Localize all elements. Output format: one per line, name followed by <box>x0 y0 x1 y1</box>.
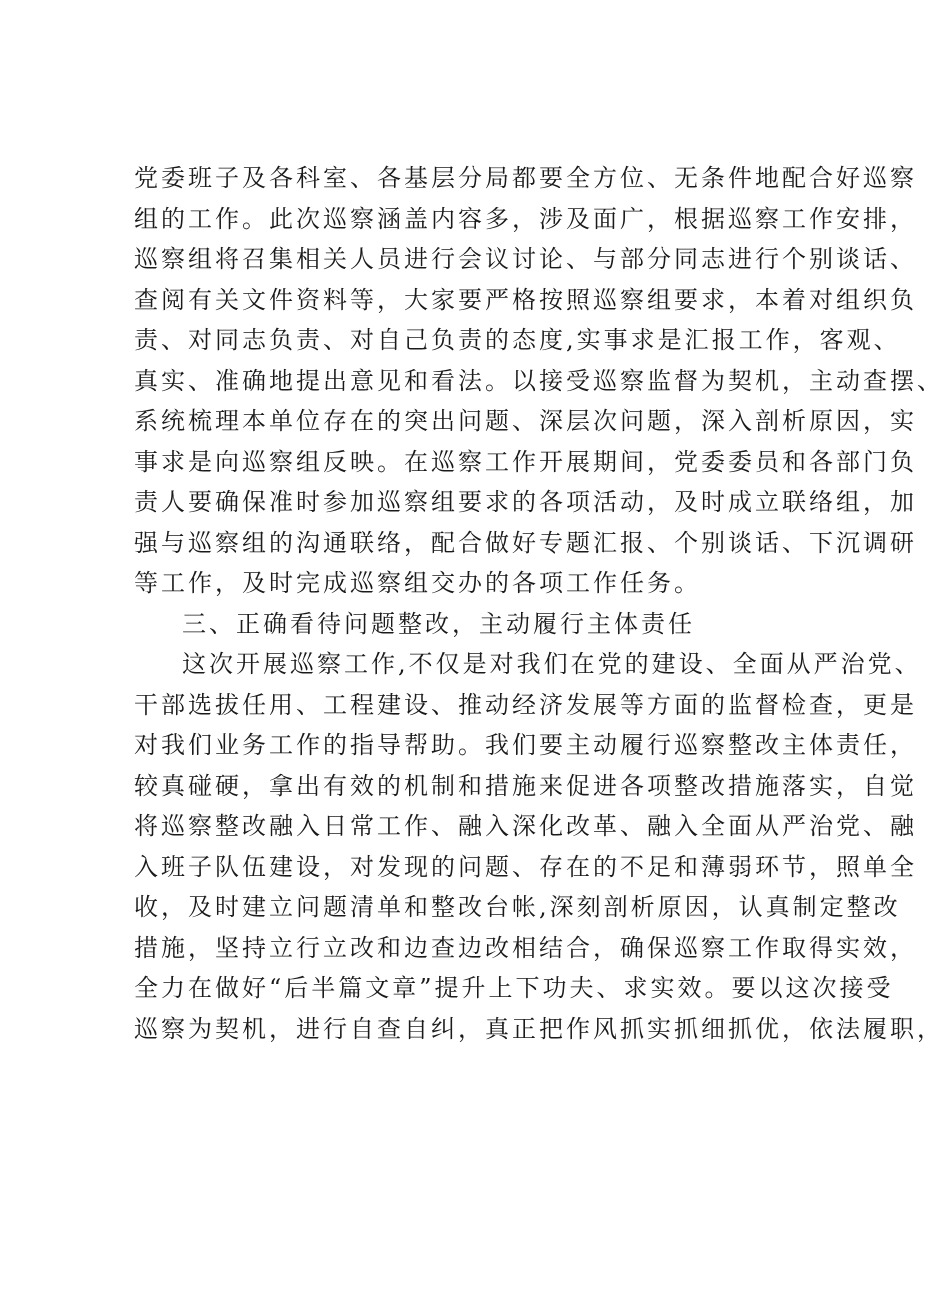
body-line: 真实、准确地提出意见和看法。以接受巡察监督为契机，主动查摆、 <box>134 366 944 395</box>
body-line: 系统梳理本单位存在的突出问题、深层次问题，深入剖析原因，实 <box>134 407 917 435</box>
body-line: 对我们业务工作的指导帮助。我们要主动履行巡察整改主体责任， <box>134 731 917 759</box>
body-line: 等工作，及时完成巡察组交办的各项工作任务。 <box>134 569 701 597</box>
document-body <box>134 158 944 1049</box>
body-line: 事求是向巡察组反映。在巡察工作开展期间，党委委员和各部门负 <box>134 447 917 476</box>
body-line: 将巡察整改融入日常工作、融入深化改革、融入全面从严治党、融 <box>134 812 917 840</box>
body-line: 较真碰硬，拿出有效的机制和措施来促进各项整改措施落实，自觉 <box>134 771 917 800</box>
body-line: 收，及时建立问题清单和整改台帐,深刻剖析原因，认真制定整改 <box>134 893 901 921</box>
body-line: 责人要确保准时参加巡察组要求的各项活动，及时成立联络组，加 <box>134 488 917 516</box>
body-line: 巡察为契机，进行自查自纠，真正把作风抓实抓细抓优，依法履职， <box>134 1014 944 1043</box>
body-line: 巡察组将召集相关人员进行会议讨论、与部分同志进行个别谈话、 <box>134 245 917 273</box>
body-line: 措施，坚持立行立改和边查边改相结合，确保巡察工作取得实效， <box>134 933 917 962</box>
body-line: 强与巡察组的沟通联络，配合做好专题汇报、个别谈话、下沉调研 <box>134 528 917 557</box>
body-line: 入班子队伍建设，对发现的问题、存在的不足和薄弱环节，照单全 <box>134 852 917 881</box>
body-line: 责、对同志负责、对自己负责的态度,实事求是汇报工作，客观、 <box>134 326 901 354</box>
body-line: 干部选拔任用、工程建设、推动经济发展等方面的监督检查，更是 <box>134 690 917 719</box>
body-line: 党委班子及各科室、各基层分局都要全方位、无条件地配合好巡察 <box>134 164 917 192</box>
body-line: 这次开展巡察工作,不仅是对我们在党的建设、全面从严治党、 <box>182 650 922 678</box>
body-line: 全力在做好“后半篇文章”提升上下功夫、求实效。要以这次接受 <box>134 974 894 1002</box>
section-heading: 三、正确看待问题整改，主动履行主体责任 <box>182 609 695 638</box>
body-line: 查阅有关文件资料等，大家要严格按照巡察组要求，本着对组织负 <box>134 285 917 314</box>
body-line: 组的工作。此次巡察涵盖内容多，涉及面广，根据巡察工作安排， <box>134 204 917 233</box>
